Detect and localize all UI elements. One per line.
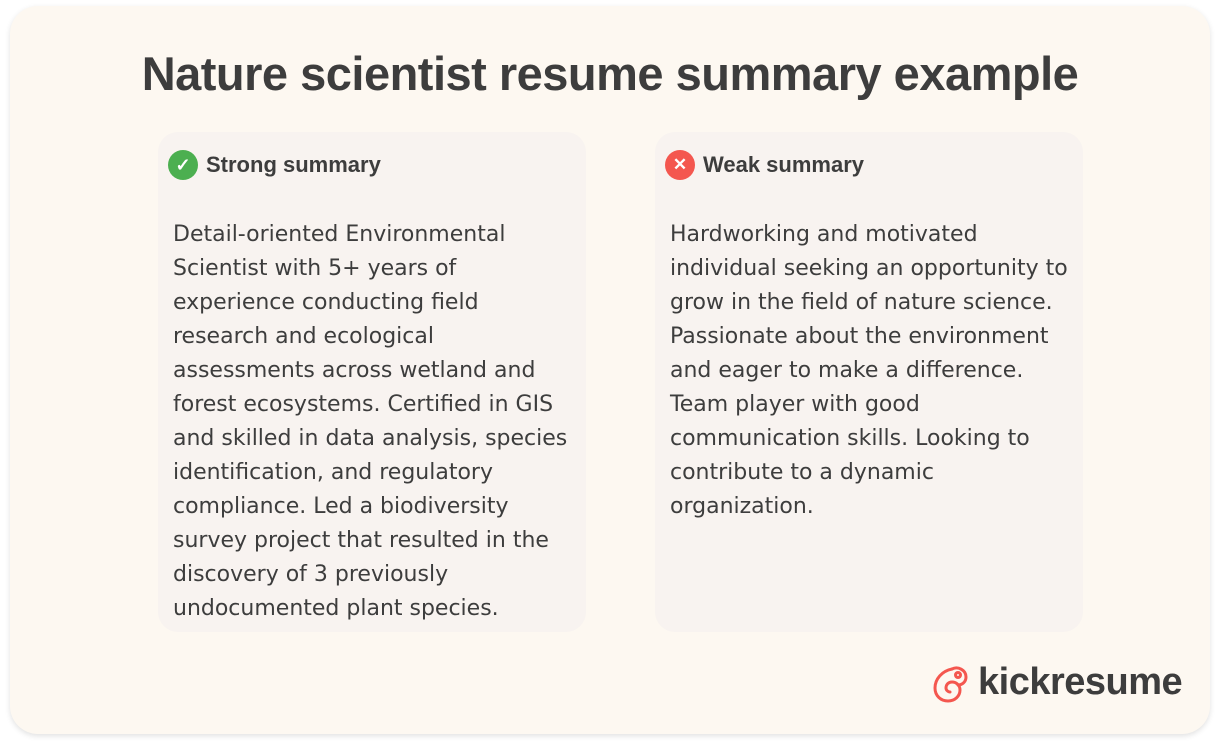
chameleon-logo-icon	[932, 663, 970, 703]
strong-summary-text: Detail-oriented Environmental Scientist with 5+ years of experience conducting field research and ecological assessments across wetland and forest ecosystems. Certified in GIS and skilled in data analysis, species identification, and regulatory compliance. Led a biodiversity survey project that resulted in the discovery of 3 previously undocumented plant species.	[173, 222, 568, 621]
strong-summary-header	[168, 150, 381, 180]
check-circle-icon: ✓	[168, 150, 198, 180]
page-title: Nature scientist resume summary example	[141, 47, 1079, 100]
kickresume-logo	[932, 661, 1182, 704]
weak-summary-header	[665, 150, 864, 180]
weak-summary-card	[655, 132, 1083, 632]
x-circle-icon: ✕	[665, 150, 695, 180]
strong-summary-label: Strong summary	[206, 152, 381, 177]
brand-name: kickresume	[978, 661, 1183, 703]
card-frame	[10, 6, 1210, 734]
strong-summary-card	[158, 132, 586, 632]
weak-summary-label: Weak summary	[703, 152, 865, 177]
weak-summary-text: Hardworking and motivated individual seeking an opportunity to grow in the field of nature science. Passionate about the environment and eager to make a difference. Team player with good communication skills. Looking to contribute to a dynamic organization.	[670, 222, 1068, 519]
